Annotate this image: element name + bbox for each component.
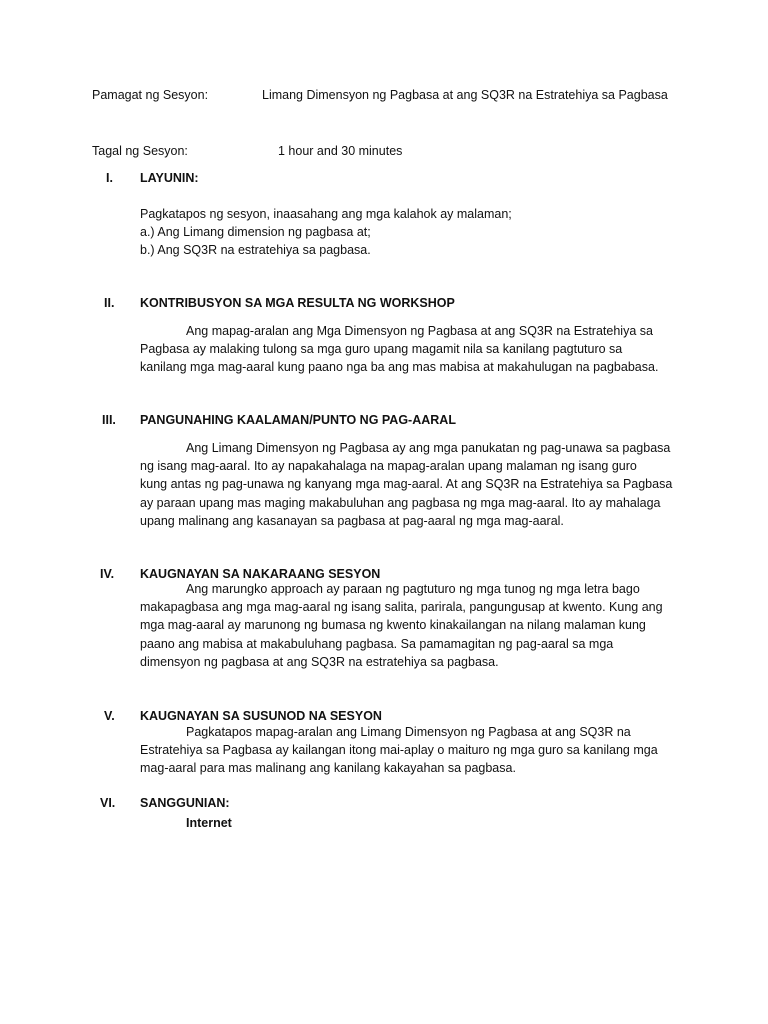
body-line: kanilang mga mag-aaral kung paano nga ba ang mas mabisa at makahulugan na pagbabasa. [140, 360, 659, 375]
body-line: Pagkatapos mapag-aralan ang Limang Dimensyon ng Pagbasa at ang SQ3R na [186, 725, 631, 739]
body-line: Ang Limang Dimensyon ng Pagbasa ay ang mga panukatan ng pag-unawa sa pagbasa [186, 441, 671, 455]
section-numeral: V. [104, 709, 115, 723]
body-line: Ang marungko approach ay paraan ng pagtuturo ng mga tunog ng mga letra bago [186, 582, 640, 596]
section-heading: LAYUNIN: [140, 171, 199, 185]
body-line: mga mag-aaral ay marunong ng bumasa ng kwento kinakailangan na nilang malaman kung [140, 618, 646, 633]
section-heading: KAUGNAYAN SA SUSUNOD NA SESYON [140, 709, 382, 723]
list-item: b.) Ang SQ3R na estratehiya sa pagbasa. [140, 243, 371, 258]
body-line: upang malinang ang kasanayan sa pagbasa at pag-aaral ng mga mag-aaral. [140, 513, 564, 528]
section-body [140, 723, 680, 778]
section-body [140, 205, 680, 260]
section-numeral: II. [104, 296, 115, 310]
section-body [140, 814, 680, 832]
body-line: Estratehiya sa Pagbasa ay kailangan itong mai-aplay o maituro ng mga guro sa kanilang mga [140, 743, 658, 758]
body-line: Ang mapag-aralan ang Mga Dimensyon ng Pagbasa at ang SQ3R na Estratehiya sa [186, 324, 653, 338]
reference-item: Internet [186, 816, 232, 830]
section-body [140, 439, 680, 530]
section-body [140, 580, 680, 671]
section-numeral: IV. [100, 567, 115, 581]
section-heading: KONTRIBUSYON SA MGA RESULTA NG WORKSHOP [140, 296, 455, 310]
section-numeral: VI. [100, 796, 116, 810]
section-numeral: III. [102, 413, 116, 427]
session-title-value: Limang Dimensyon ng Pagbasa at ang SQ3R na Estratehiya sa Pagbasa [262, 88, 668, 102]
session-duration-value: 1 hour and 30 minutes [278, 144, 403, 158]
section-body [140, 322, 680, 377]
body-line: kung antas ng pag-unawa ng kanyang mga mag-aaral. At ang SQ3R na Estratehiya sa Pagbasa [140, 477, 673, 492]
body-line: Pagkatapos ng sesyon, inaasahang ang mga kalahok ay malaman; [140, 207, 512, 221]
section-heading: PANGUNAHING KAALAMAN/PUNTO NG PAG-AARAL [140, 413, 456, 427]
body-line: paano ang mabisa at makabuluhang pagbasa. Sa pamamagitan ng pag-aaral sa mga [140, 636, 614, 651]
session-duration-label: Tagal ng Sesyon: [92, 144, 188, 158]
body-line: makapagbasa ang mga mag-aaral ng isang salita, parirala, pangungusap at kwento. Kung ang [140, 600, 663, 615]
list-item: a.) Ang Limang dimension ng pagbasa at; [140, 225, 371, 240]
body-line: ay paraan upang mas maging makabuluhan ang pagbasa ng mga mag-aaral. Ito ay mahalaga [140, 495, 661, 510]
body-line: ng isang mag-aaral. Ito ay napakahalaga na mapag-aralan upang malaman ng isang guro [140, 459, 637, 474]
body-line: mag-aaral para mas malinang ang kanilang kakayahan sa pagbasa. [140, 761, 516, 776]
session-title-label: Pamagat ng Sesyon: [92, 88, 209, 102]
section-heading: KAUGNAYAN SA NAKARAANG SESYON [140, 567, 381, 581]
section-heading: SANGGUNIAN: [140, 796, 230, 810]
body-line: dimensyon ng pagbasa at ang SQ3R na estratehiya sa pagbasa. [140, 654, 499, 669]
section-numeral: I. [106, 171, 113, 185]
body-line: Pagbasa ay malaking tulong sa mga guro upang magamit nila sa kanilang pagtuturo sa [140, 342, 623, 357]
